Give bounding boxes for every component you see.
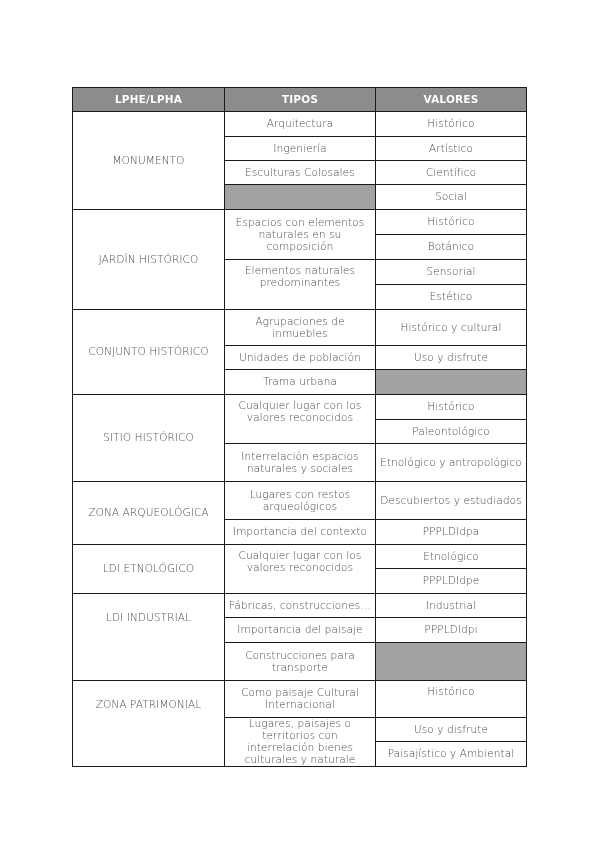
valor-cell: Botánico (376, 235, 527, 260)
valor-cell: Paleontológico (376, 420, 527, 444)
category-zona-patrimonial: ZONA PATRIMONIAL (73, 681, 225, 767)
tipo-cell: Lugares, paisajes o territorios con interrelación bienes culturales y naturale (225, 718, 376, 767)
tipo-cell: Importancia del paisaje (225, 618, 376, 643)
category-zona-arqueologica: ZONA ARQUEOLÓGICA (73, 482, 225, 545)
table-row (73, 310, 527, 346)
empty-shaded-cell (225, 185, 376, 210)
valor-cell: Histórico y cultural (376, 310, 527, 346)
valor-cell: Histórico (376, 681, 527, 718)
header-tipos: TIPOS (225, 88, 376, 112)
tipo-cell: Elementos naturales predominantes (225, 260, 376, 310)
header-valores: VALORES (376, 88, 527, 112)
table-row (73, 681, 527, 718)
category-conjunto-historico: CONJUNTO HISTÓRICO (73, 310, 225, 395)
category-ldi-industrial: LDI INDUSTRIAL (73, 594, 225, 681)
table-row (73, 482, 527, 520)
empty-shaded-cell (376, 643, 527, 681)
table-row (73, 210, 527, 235)
category-monumento: MONUMENTO (73, 112, 225, 210)
valor-cell: Científico (376, 161, 527, 185)
table-row (73, 594, 527, 618)
tipo-cell: Construcciones para transporte (225, 643, 376, 681)
tipo-cell: Interrelación espacios naturales y sociales (225, 444, 376, 482)
category-jardin-historico: JARDÍN HISTÓRICO (73, 210, 225, 310)
tipo-cell: Cualquier lugar con los valores reconocidos (225, 395, 376, 444)
valor-cell: Histórico (376, 210, 527, 235)
tipo-cell: Arquitectura (225, 112, 376, 137)
valor-cell: Sensorial (376, 260, 527, 285)
category-ldi-etnologico: LDI ETNOLÓGICO (73, 545, 225, 594)
tipo-cell: Cualquier lugar con los valores reconocidos (225, 545, 376, 594)
category-sitio-historico: SITIO HISTÓRICO (73, 395, 225, 482)
table-row (73, 545, 527, 569)
valor-cell: Uso y disfrute (376, 346, 527, 370)
table-row (73, 112, 527, 137)
tipo-cell: Agrupaciones de inmuebles (225, 310, 376, 346)
tipo-cell: Lugares con restos arqueológicos (225, 482, 376, 520)
valor-cell: PPPLDIdpa (376, 520, 527, 545)
valor-cell: PPPLDIdpi (376, 618, 527, 643)
tipo-cell: Fábricas, construcciones… (225, 594, 376, 618)
valor-cell: Paisajístico y Ambiental (376, 742, 527, 767)
valor-cell: PPPLDIdpe (376, 569, 527, 594)
valor-cell: Etnológico y antropológico (376, 444, 527, 482)
valor-cell: Industrial (376, 594, 527, 618)
valor-cell: Uso y disfrute (376, 718, 527, 742)
valor-cell: Histórico (376, 395, 527, 420)
valor-cell: Histórico (376, 112, 527, 137)
tipo-cell: Trama urbana (225, 370, 376, 395)
tipo-cell: Importancia del contexto (225, 520, 376, 545)
tipo-cell: Espacios con elementos naturales en su composición (225, 210, 376, 260)
valor-cell: Etnológico (376, 545, 527, 569)
valor-cell: Artístico (376, 137, 527, 161)
valor-cell: Social (376, 185, 527, 210)
heritage-table (72, 87, 527, 767)
empty-shaded-cell (376, 370, 527, 395)
tipo-cell: Esculturas Colosales (225, 161, 376, 185)
tipo-cell: Unidades de población (225, 346, 376, 370)
header-row (73, 88, 527, 112)
valor-cell: Descubiertos y estudiados (376, 482, 527, 520)
header-lphe-lpha: LPHE/LPHA (73, 88, 225, 112)
tipo-cell: Como paisaje Cultural Internacional (225, 681, 376, 718)
tipo-cell: Ingeniería (225, 137, 376, 161)
valor-cell: Estético (376, 285, 527, 310)
table-row (73, 395, 527, 420)
